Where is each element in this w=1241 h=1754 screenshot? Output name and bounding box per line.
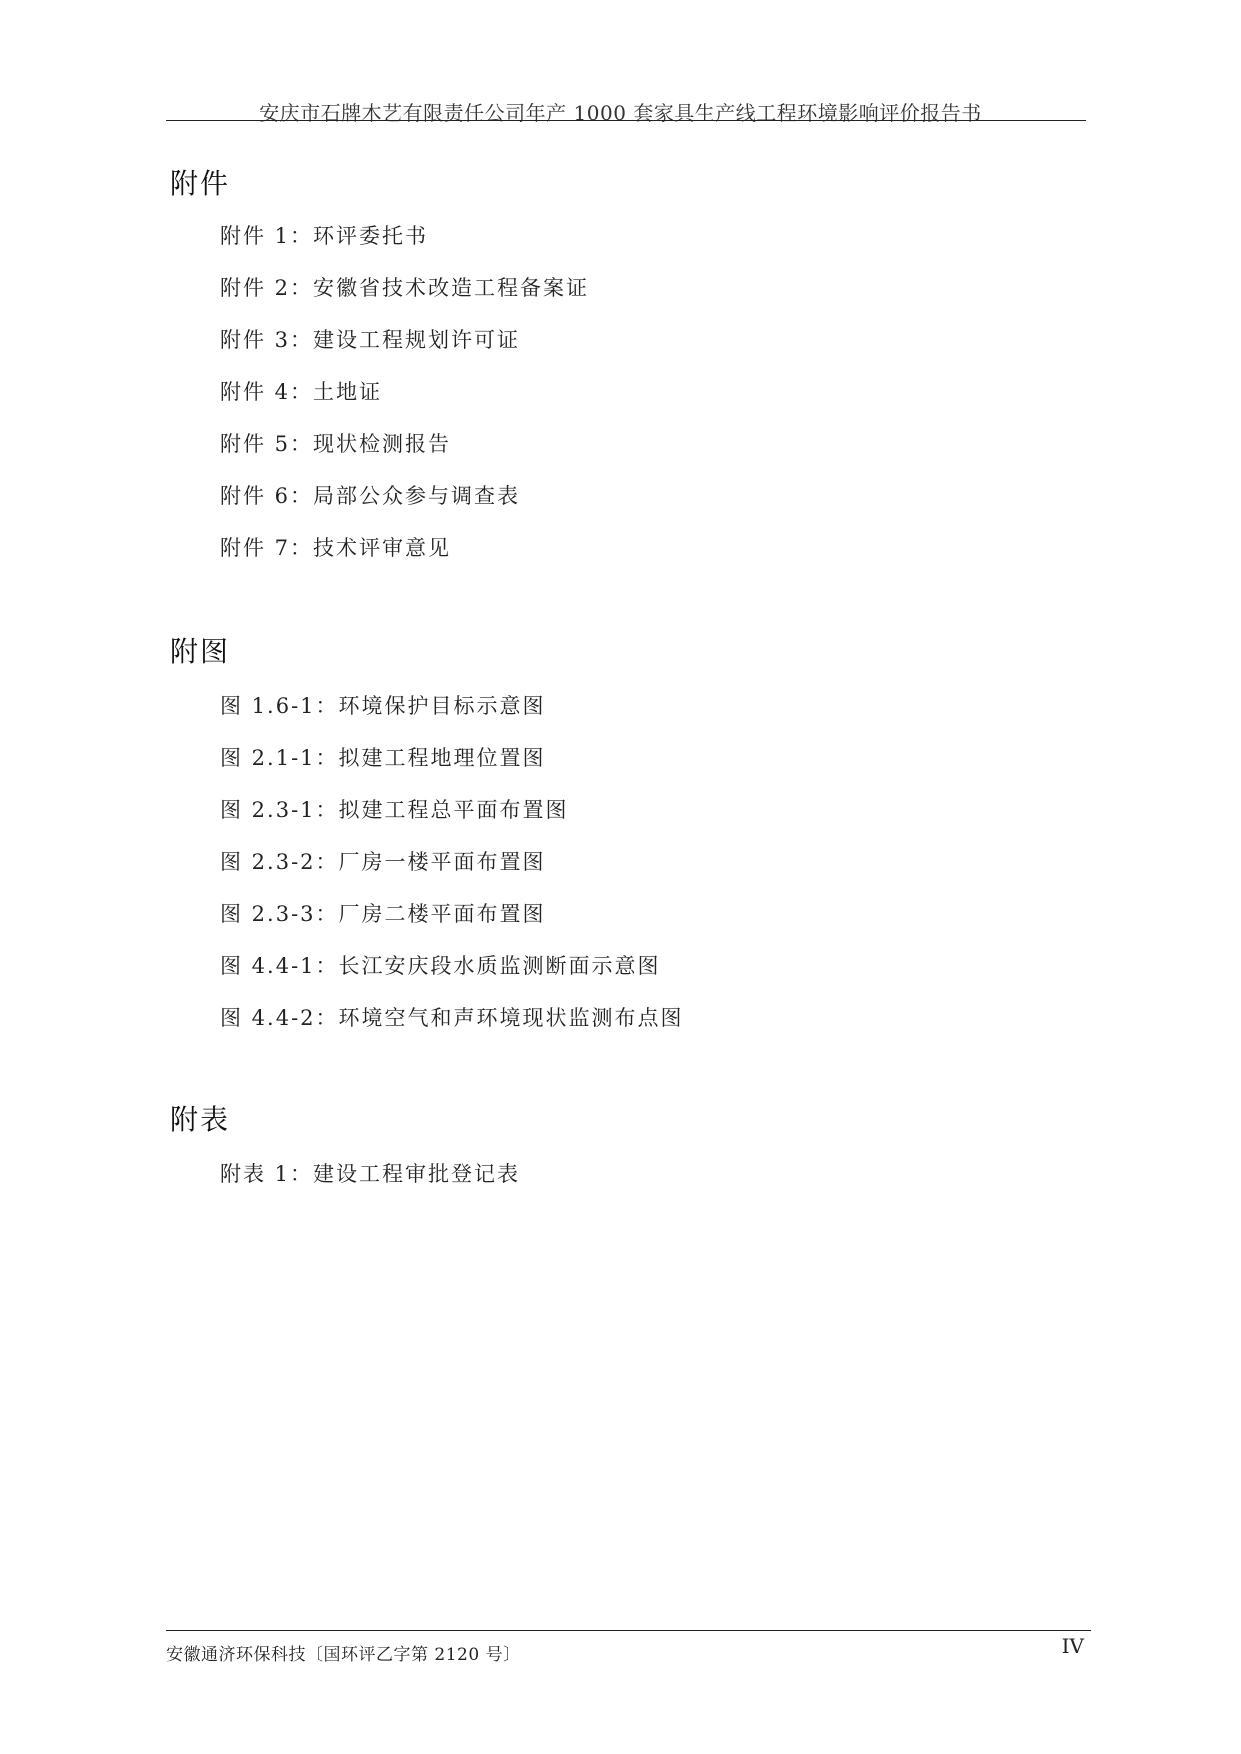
footer-organization: 安徽通济环保科技〔国环评乙字第 2120 号〕 [166,1645,521,1665]
page-number: IV [1061,1634,1084,1658]
figure-item: 图 4.4-2：环境空气和声环境现状监测布点图 [220,1006,684,1030]
figure-item: 图 2.1-1：拟建工程地理位置图 [220,746,546,770]
figure-item: 图 2.3-2：厂房一楼平面布置图 [220,850,546,874]
attachment-item: 附件 6：局部公众参与调查表 [220,484,521,508]
attachment-item: 附件 2：安徽省技术改造工程备案证 [220,276,590,300]
figure-item: 图 2.3-3：厂房二楼平面布置图 [220,902,546,926]
figure-item: 图 2.3-1：拟建工程总平面布置图 [220,798,569,822]
header-title: 安庆市石牌木艺有限责任公司年产 1000 套家具生产线工程环境影响评价报告书 [259,101,982,125]
section-heading-tables: 附表 [170,1103,231,1136]
header-divider [166,120,1086,121]
section-heading-attachments: 附件 [170,167,231,200]
attachment-item: 附件 7：技术评审意见 [220,536,452,560]
table-item: 附表 1：建设工程审批登记表 [220,1162,521,1186]
figure-item: 图 1.6-1：环境保护目标示意图 [220,694,546,718]
figure-item: 图 4.4-1：长江安庆段水质监测断面示意图 [220,954,661,978]
section-heading-figures: 附图 [170,635,231,668]
footer-divider [166,1630,1091,1631]
attachment-item: 附件 4：土地证 [220,380,383,404]
attachment-item: 附件 5：现状检测报告 [220,432,452,456]
attachment-item: 附件 1：环评委托书 [220,224,429,248]
attachment-item: 附件 3：建设工程规划许可证 [220,328,521,352]
